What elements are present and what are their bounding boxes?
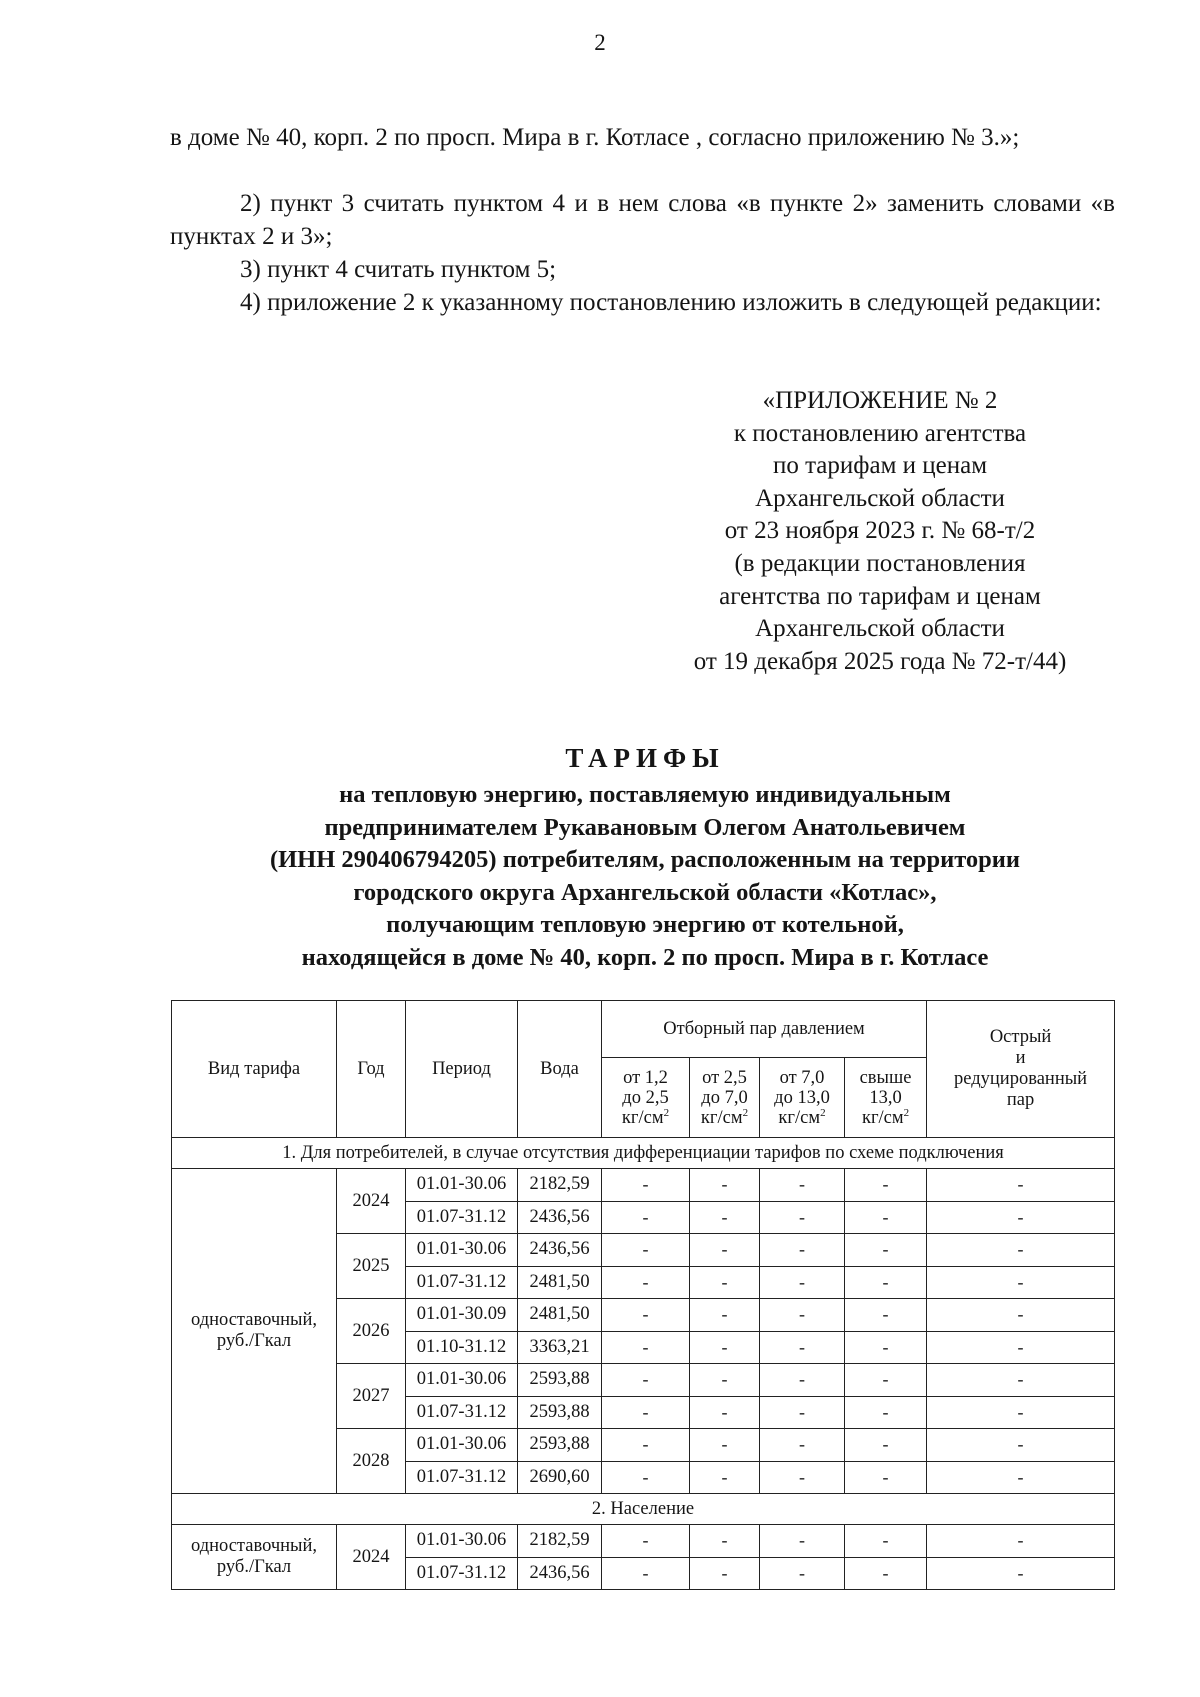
appendix-line: Архангельской области <box>755 615 1005 643</box>
water-cell: 3363,21 <box>518 1331 602 1364</box>
dash-cell: - <box>690 1201 760 1234</box>
dash-cell: - <box>760 1266 845 1299</box>
water-cell: 2481,50 <box>518 1266 602 1299</box>
header-sharp-steam <box>927 1001 1115 1138</box>
header-steam-line: 13,0 <box>869 1087 902 1108</box>
dash-cell: - <box>760 1169 845 1202</box>
dash-cell: - <box>760 1396 845 1429</box>
dash-cell: - <box>602 1364 690 1397</box>
dash-cell: - <box>845 1364 927 1397</box>
appendix-line: Архангельской области <box>755 484 1005 512</box>
water-cell: 2690,60 <box>518 1461 602 1494</box>
water-cell: 2481,50 <box>518 1299 602 1332</box>
header-steam-line: от 2,5 <box>702 1067 747 1088</box>
title-heading: ТАРИФЫ <box>565 743 725 773</box>
tariff-type-line: одноставочный, <box>190 1310 317 1330</box>
header-tariff-type: Вид тарифа <box>172 1001 337 1138</box>
dash-cell: - <box>927 1396 1115 1429</box>
dash-cell: - <box>690 1266 760 1299</box>
appendix-line: «ПРИЛОЖЕНИЕ № 2 <box>762 387 998 414</box>
year-cell: 2025 <box>337 1234 406 1299</box>
dash-cell: - <box>927 1525 1115 1558</box>
title-line: (ИНН 290406794205) потребителям, расположенным на территории <box>269 846 1021 874</box>
header-water: Вода <box>518 1001 602 1138</box>
water-cell: 2436,56 <box>518 1234 602 1267</box>
dash-cell: - <box>602 1525 690 1558</box>
header-sharp-line: Острый <box>989 1027 1052 1047</box>
dash-cell: - <box>927 1364 1115 1397</box>
dash-cell: - <box>690 1461 760 1494</box>
period-cell: 01.01-30.06 <box>406 1429 518 1462</box>
header-sharp-line: пар <box>1006 1090 1035 1110</box>
section-1-title: 1. Для потребителей, в случае отсутствия дифференциации тарифов по схеме подключения <box>172 1138 1115 1169</box>
year-cell: 2024 <box>337 1525 406 1590</box>
dash-cell: - <box>927 1201 1115 1234</box>
dash-cell: - <box>845 1234 927 1267</box>
header-steam-group: Отборный пар давлением <box>602 1001 927 1058</box>
water-cell: 2436,56 <box>518 1201 602 1234</box>
dash-cell: - <box>602 1461 690 1494</box>
dash-cell: - <box>602 1234 690 1267</box>
title-line: городского округа Архангельской области «Котлас», <box>353 878 937 906</box>
appendix-header <box>640 385 1120 678</box>
title-line: предпринимателем Рукавановым Олегом Анатольевичем <box>324 813 966 841</box>
dash-cell: - <box>927 1234 1115 1267</box>
dash-cell: - <box>845 1525 927 1558</box>
header-steam-line: от 7,0 <box>779 1067 825 1088</box>
header-sharp-line: и <box>1015 1048 1026 1068</box>
period-cell: 01.10-31.12 <box>406 1331 518 1364</box>
tariff-type-line: руб./Гкал <box>216 1557 292 1577</box>
header-steam-line: свыше <box>859 1067 912 1088</box>
dash-cell: - <box>690 1299 760 1332</box>
dash-cell: - <box>690 1331 760 1364</box>
header-steam-line: до 2,5 <box>622 1087 669 1108</box>
header-unit: $кг/см^2$ <box>778 1106 826 1128</box>
header-steam-line: до 7,0 <box>701 1087 748 1108</box>
dash-cell: - <box>690 1364 760 1397</box>
header-steam-line: от 1,2 <box>623 1067 668 1088</box>
dash-cell: - <box>927 1266 1115 1299</box>
header-period: Период <box>406 1001 518 1138</box>
period-cell: 01.01-30.09 <box>406 1299 518 1332</box>
intro-paragraph-1: в доме № 40, корп. 2 по просп. Мира в г. Котласе , согласно приложению № 3.»; <box>170 124 1020 151</box>
dash-cell: - <box>760 1461 845 1494</box>
dash-cell: - <box>845 1461 927 1494</box>
header-unit: $кг/см^2$ <box>861 1106 910 1128</box>
period-cell: 01.07-31.12 <box>406 1461 518 1494</box>
water-cell: 2593,88 <box>518 1429 602 1462</box>
dash-cell: - <box>845 1169 927 1202</box>
dash-cell: - <box>927 1557 1115 1590</box>
appendix-line: агентства по тарифам и ценам <box>719 582 1041 610</box>
dash-cell: - <box>690 1169 760 1202</box>
dash-cell: - <box>602 1396 690 1429</box>
water-cell: 2436,56 <box>518 1557 602 1590</box>
dash-cell: - <box>845 1266 927 1299</box>
dash-cell: - <box>690 1557 760 1590</box>
header-sharp-line: редуцированный <box>954 1069 1088 1089</box>
appendix-line: от 23 ноября 2023 г. № 68-т/2 <box>724 517 1036 545</box>
dash-cell: - <box>845 1201 927 1234</box>
period-cell: 01.07-31.12 <box>406 1266 518 1299</box>
header-unit: $кг/см^2$ <box>700 1106 749 1128</box>
dash-cell: - <box>760 1525 845 1558</box>
document-title <box>150 740 1140 975</box>
section-2-title: 2. Население <box>172 1494 1115 1525</box>
dash-cell: - <box>690 1429 760 1462</box>
dash-cell: - <box>602 1429 690 1462</box>
header-steam-4 <box>845 1058 927 1138</box>
appendix-line: (в редакции постановления <box>734 549 1026 577</box>
dash-cell: - <box>760 1557 845 1590</box>
dash-cell: - <box>927 1169 1115 1202</box>
dash-cell: - <box>690 1525 760 1558</box>
tariff-type-cell <box>172 1525 337 1590</box>
year-cell: 2028 <box>337 1429 406 1494</box>
dash-cell: - <box>760 1331 845 1364</box>
tariff-type-cell <box>172 1169 337 1494</box>
dash-cell: - <box>760 1201 845 1234</box>
appendix-line: по тарифам и ценам <box>772 452 988 480</box>
intro-paragraph-3: 3) пункт 4 считать пунктом 5; <box>240 256 557 283</box>
page-number: 2 <box>594 30 606 55</box>
title-line: получающим тепловую энергию от котельной, <box>386 911 904 939</box>
tariff-type-line: одноставочный, <box>190 1536 317 1556</box>
dash-cell: - <box>602 1299 690 1332</box>
year-cell: 2027 <box>337 1364 406 1429</box>
intro-paragraph-2: 2) пункт 3 считать пунктом 4 и в нем слова «в пункте 2» заменить словами «в пунктах 2 и 3»; <box>170 190 1115 250</box>
dash-cell: - <box>845 1396 927 1429</box>
dash-cell: - <box>602 1266 690 1299</box>
period-cell: 01.01-30.06 <box>406 1169 518 1202</box>
title-line: находящейся в доме № 40, корп. 2 по просп. Мира в г. Котласе <box>301 943 989 971</box>
header-year: Год <box>337 1001 406 1138</box>
period-cell: 01.07-31.12 <box>406 1557 518 1590</box>
dash-cell: - <box>690 1234 760 1267</box>
dash-cell: - <box>602 1557 690 1590</box>
period-cell: 01.01-30.06 <box>406 1234 518 1267</box>
water-cell: 2182,59 <box>518 1525 602 1558</box>
year-cell: 2026 <box>337 1299 406 1364</box>
water-cell: 2593,88 <box>518 1396 602 1429</box>
header-unit: $кг/см^2$ <box>621 1106 670 1128</box>
dash-cell: - <box>690 1396 760 1429</box>
dash-cell: - <box>927 1429 1115 1462</box>
period-cell: 01.01-30.06 <box>406 1364 518 1397</box>
dash-cell: - <box>760 1299 845 1332</box>
period-cell: 01.07-31.12 <box>406 1396 518 1429</box>
dash-cell: - <box>927 1299 1115 1332</box>
header-steam-2 <box>690 1058 760 1138</box>
period-cell: 01.01-30.06 <box>406 1525 518 1558</box>
dash-cell: - <box>602 1331 690 1364</box>
dash-cell: - <box>927 1331 1115 1364</box>
tariff-type-line: руб./Гкал <box>216 1331 292 1351</box>
dash-cell: - <box>602 1201 690 1234</box>
dash-cell: - <box>845 1299 927 1332</box>
dash-cell: - <box>845 1331 927 1364</box>
dash-cell: - <box>760 1234 845 1267</box>
tariff-table <box>171 1000 1115 1590</box>
dash-cell: - <box>927 1461 1115 1494</box>
appendix-line: от 19 декабря 2025 года № 72-т/44) <box>693 647 1067 675</box>
header-steam-line: до 13,0 <box>774 1087 830 1108</box>
water-cell: 2182,59 <box>518 1169 602 1202</box>
year-cell: 2024 <box>337 1169 406 1234</box>
dash-cell: - <box>602 1169 690 1202</box>
dash-cell: - <box>760 1364 845 1397</box>
intro-paragraph-4: 4) приложение 2 к указанному постановлению изложить в следующей редакции: <box>240 289 1102 316</box>
water-cell: 2593,88 <box>518 1364 602 1397</box>
appendix-line: к постановлению агентства <box>733 419 1027 447</box>
period-cell: 01.07-31.12 <box>406 1201 518 1234</box>
dash-cell: - <box>845 1429 927 1462</box>
header-steam-3 <box>760 1058 845 1138</box>
title-line: на тепловую энергию, поставляемую индивидуальным <box>339 781 951 808</box>
dash-cell: - <box>845 1557 927 1590</box>
dash-cell: - <box>760 1429 845 1462</box>
header-steam-1 <box>602 1058 690 1138</box>
